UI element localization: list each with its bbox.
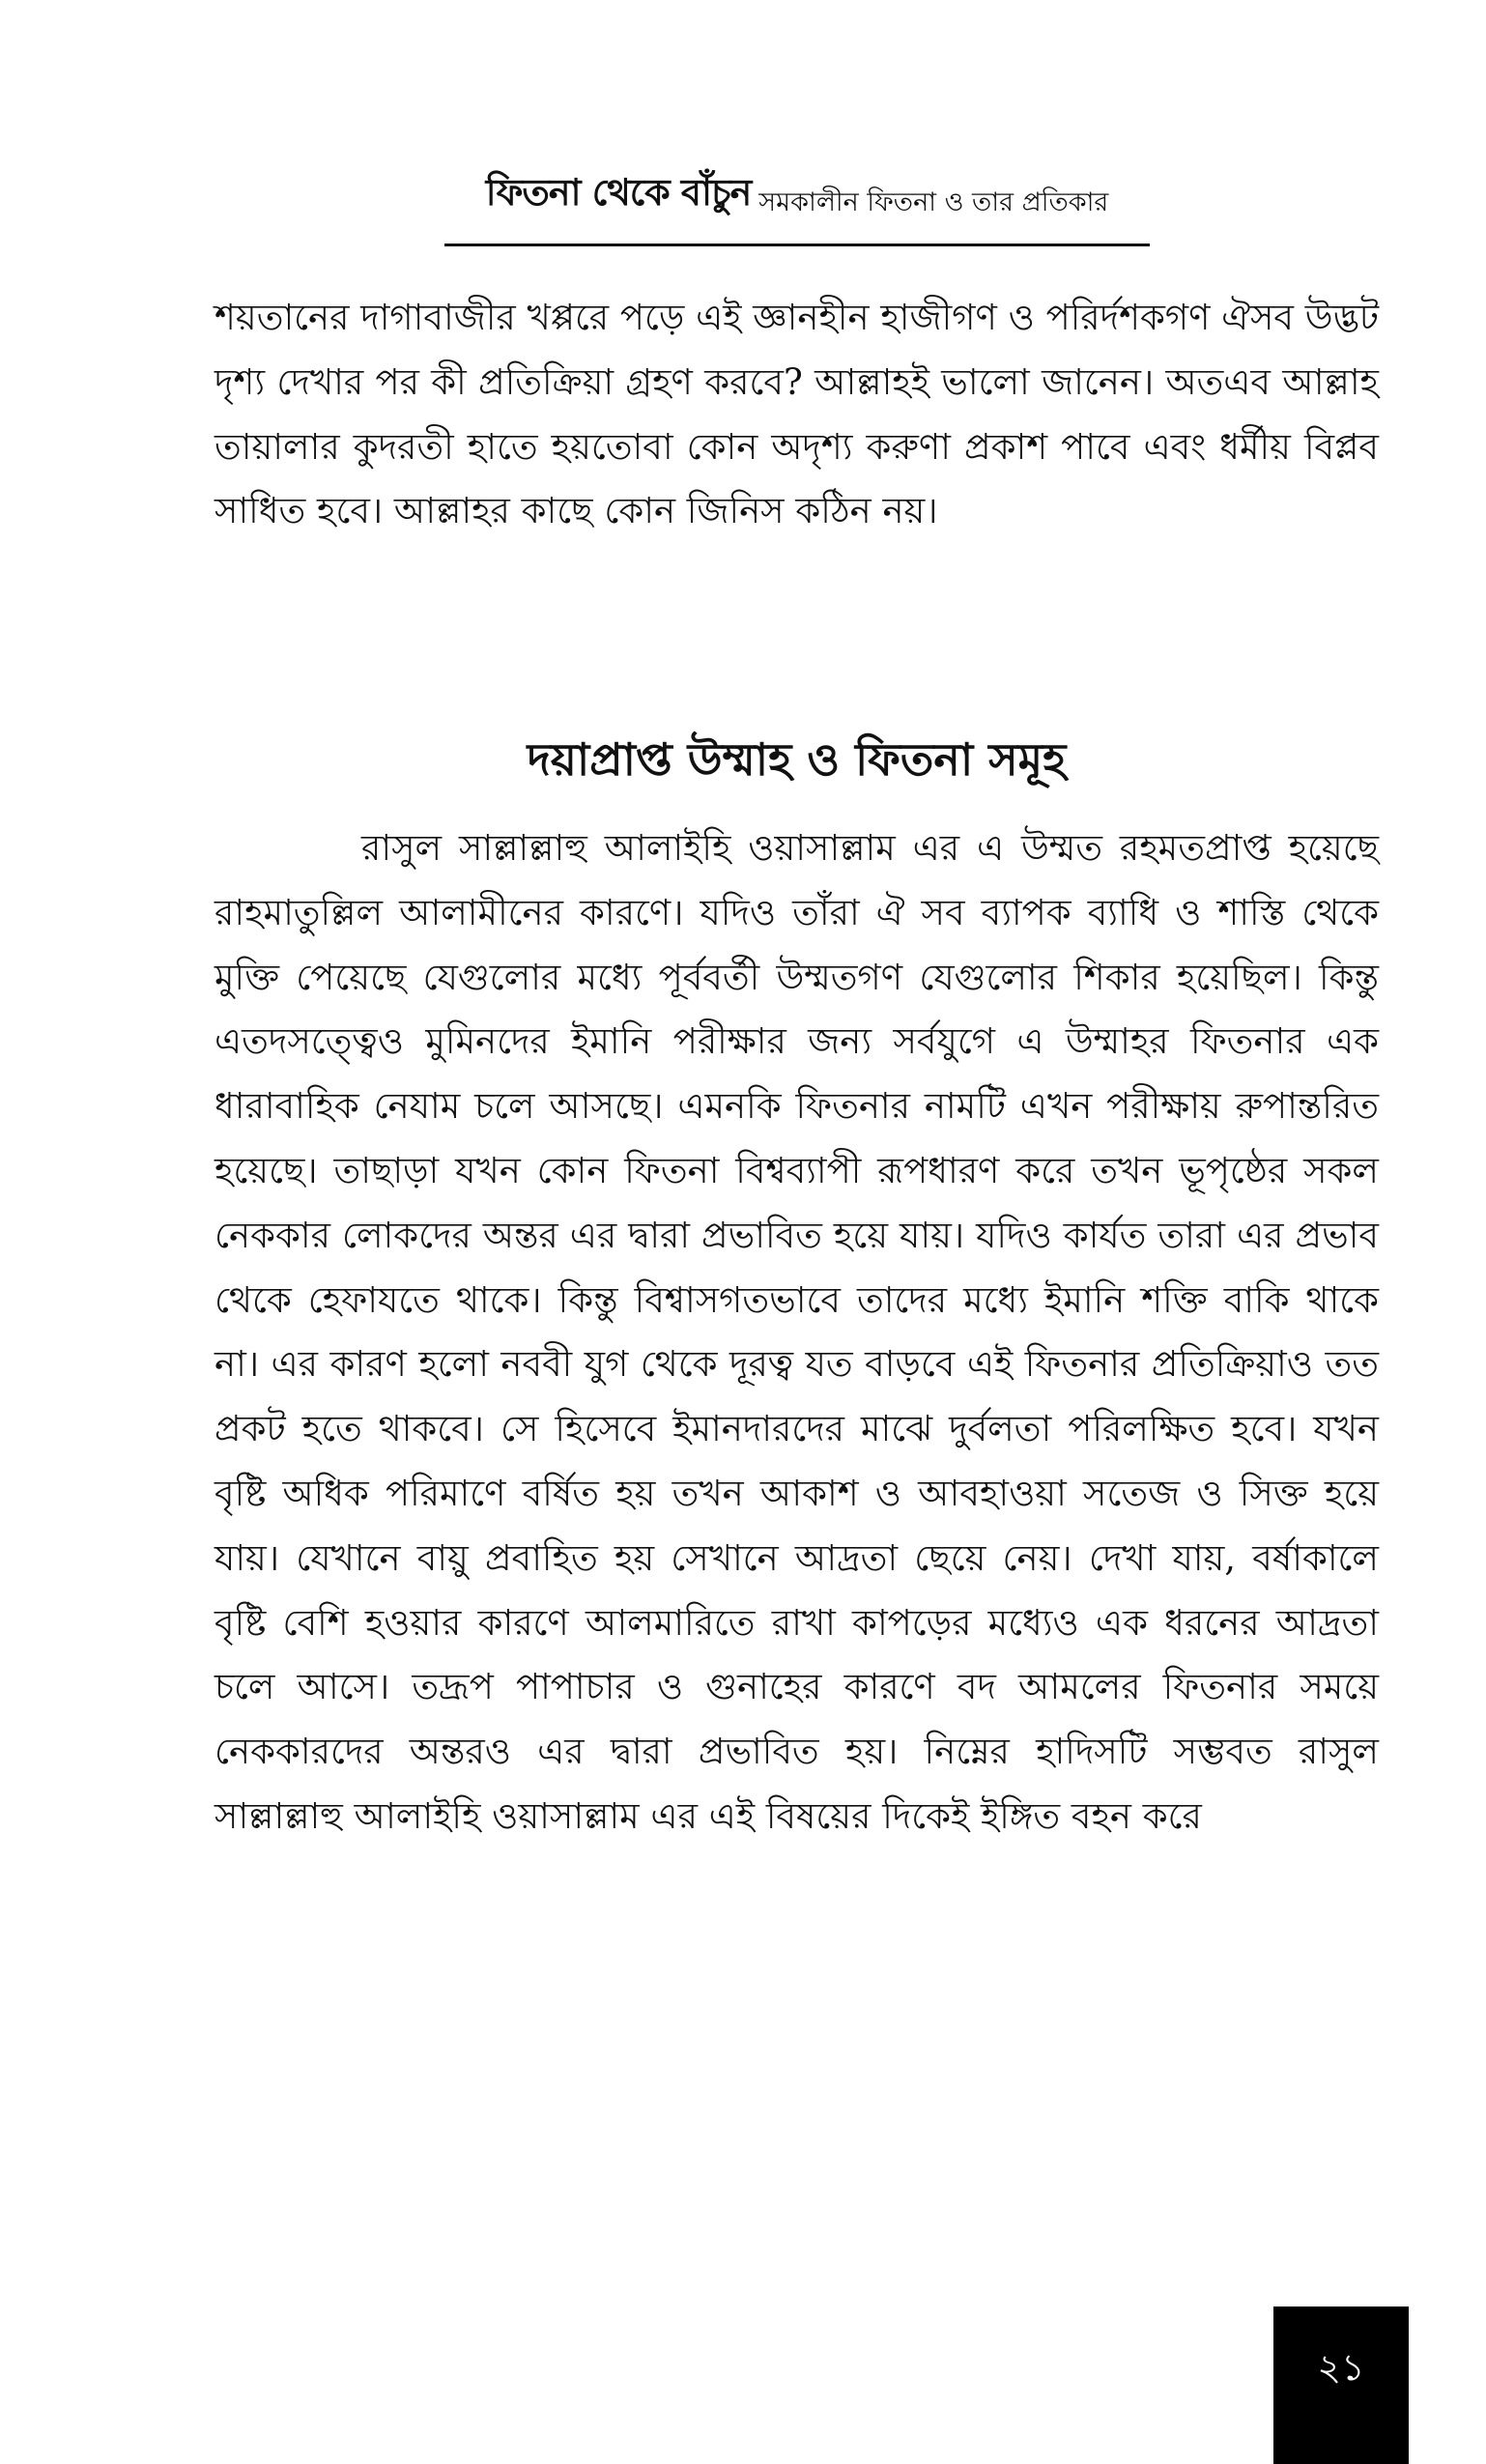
section-heading: দয়াপ্রাপ্ত উম্মাহ ও ফিতনা সমূহ: [527, 733, 1067, 786]
book-title-logo: ফিতনা থেকে বাঁচুন: [485, 171, 752, 214]
paragraph-2: রাসুল সাল্লাল্লাহু আলাইহি ওয়াসাল্লাম এর এ উম্মত রহমতপ্রাপ্ত হয়েছে রাহমাতুল্লিল আলামীনের কারণে। যদিও তাঁরা ঐ সব ব্যাপক ব্যাধি ও শাস্তি থেকে মুক্তি পেয়েছে যেগুলোর মধ্যে পূর্ববর্তী উম্মতগণ যেগুলোর শিকার হয়েছিল। কিন্তু এতদসত্ত্বেও মুমিনদের ইমানি পরীক্ষার জন্য সর্বযুগে এ উম্মাহর ফিতনার এক ধারাবাহিক নেযাম চলে আসছে। এমনকি ফিতনার নামটি এখন পরীক্ষায় রুপান্তরিত হয়েছে। তাছাড়া যখন কোন ফিতনা বিশ্বব্যাপী রূপধারণ করে তখন ভূপৃষ্ঠের সকল নেককার লোকদের অন্তর এর দ্বারা প্রভাবিত হয়ে যায়। যদিও কার্যত তারা এর প্রভাব থেকে হেফাযতে থাকে। কিন্তু বিশ্বাসগতভাবে তাদের মধ্যে ইমানি শক্তি বাকি থাকে না। এর কারণ হলো নববী যুগ থেকে দূরত্ব যত বাড়বে এই ফিতনার প্রতিক্রিয়াও তত প্রকট হতে থাকবে। সে হিসেবে ইমানদারদের মাঝে দুর্বলতা পরিলক্ষিত হবে। যখন বৃষ্টি অধিক পরিমাণে বর্ষিত হয় তখন আকাশ ও আবহাওয়া সতেজ ও সিক্ত হয়ে যায়। যেখানে বায়ু প্রবাহিত হয় সেখানে আদ্রতা ছেয়ে নেয়। দেখা যায়, বর্ষাকালে বৃষ্টি বেশি হওয়ার কারণে আলমারিতে রাখা কাপড়ের মধ্যেও এক ধরনের আদ্রতা চলে আসে। তদ্রূপ পাপাচার ও গুনাহের কারণে বদ আমলের ফিতনার সময়ে নেককারদের অন্তরও এর দ্বারা প্রভাবিত হয়। নিম্নের হাদিসটি সম্ভবত রাসুল সাল্লাল্লাহু আলাইহি ওয়াসাল্লাম এর এই বিষয়ের দিকেই ইঙ্গিত বহন করে: [214, 827, 1379, 1837]
paragraph-1: শয়তানের দাগাবাজীর খপ্পরে পড়ে এই জ্ঞানহীন হাজীগণ ও পরির্দশকগণ ঐসব উদ্ভট দৃশ্য দেখার পর কী প্রতিক্রিয়া গ্রহণ করবে? আল্লাহই ভালো জানেন। অতএব আল্লাহ তায়ালার কুদরতী হাতে হয়তোবা কোন অদৃশ্য করুণা প্রকাশ পাবে এবং ধর্মীয় বিপ্লব সাধিত হবে। আল্লাহর কাছে কোন জিনিস কঠিন নয়।: [214, 297, 1379, 532]
page-number-label: ২১: [1317, 2346, 1365, 2389]
page-number: [1273, 2306, 1409, 2464]
running-header: [444, 169, 1150, 246]
book-subtitle: সমকালীন ফিতনা ও তার প্রতিকার: [758, 187, 1109, 217]
